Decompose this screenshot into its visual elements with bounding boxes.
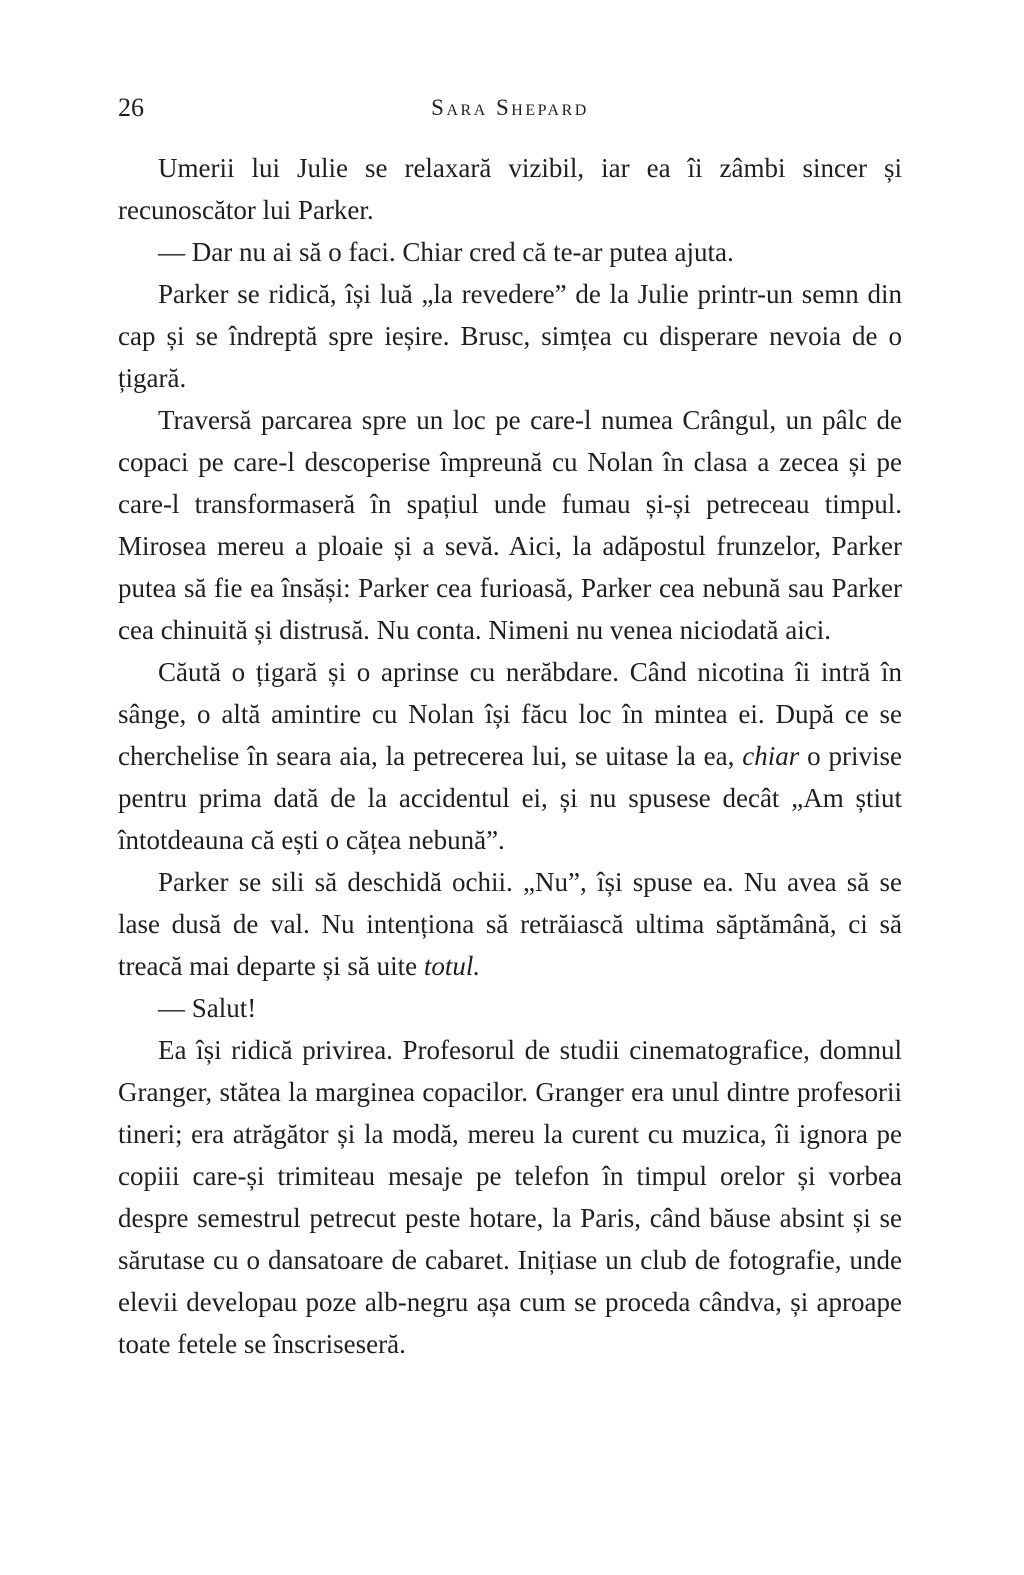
text-run: — Salut! bbox=[158, 993, 257, 1023]
text-run: Umerii lui Julie se relaxară vizibil, iar ea îi zâmbi sincer și recunoscător lui Parker. bbox=[118, 153, 902, 225]
text-run: Traversă parcarea spre un loc pe care-l numea Crângul, un pâlc de copaci pe care-l descoperise împreună cu Nolan în clasa a zecea și pe care-l transformaseră în spațiul unde fumau și-și petreceau timpul. Mirosea mereu a ploaie și a sevă. Aici, la adăpostul frunzelor, Parker putea să fie ea însăși: Parker cea furioasă, Parker cea nebună sau Parker cea chinuită și distrusă. Nu conta. Nimeni nu venea niciodată aici. bbox=[118, 405, 902, 645]
text-run: Căută o țigară și o aprinse cu nerăbdare. Când nicotina îi intră în sânge, o altă amintire cu Nolan își făcu loc în mintea ei. După ce se cherchelise în seara aia, la petrecerea lui, se uitase la ea, bbox=[118, 657, 902, 771]
body-text bbox=[118, 147, 902, 1365]
paragraph bbox=[118, 147, 902, 231]
text-run: Ea își ridică privirea. Profesorul de studii cinematografice, domnul Granger, stătea la marginea copacilor. Granger era unul dintre profesorii tineri; era atrăgător și la modă, mereu la curent cu muzica, îi ignora pe copiii care-și trimiteau mesaje pe telefon în timpul orelor și vorbea despre semestrul petrecut peste hotare, la Paris, când băuse absint și se sărutase cu o dansatoare de cabaret. Inițiase un club de fotografie, unde elevii developau poze alb-negru așa cum se proceda cândva, și aproape toate fetele se înscriseseră. bbox=[118, 1035, 902, 1359]
text-run: — Dar nu ai să o faci. Chiar cred că te-ar putea ajuta. bbox=[158, 237, 734, 267]
text-run: Parker se sili să deschidă ochii. „Nu”, își spuse ea. Nu avea să se lase dusă de val. Nu intenționa să retrăiască ultima săptămână, ci să treacă mai departe și să uite bbox=[118, 867, 902, 981]
paragraph bbox=[118, 273, 902, 399]
paragraph bbox=[118, 231, 902, 273]
paragraph bbox=[118, 987, 902, 1029]
running-head bbox=[118, 88, 902, 128]
italic-emphasis: chiar bbox=[742, 741, 800, 771]
paragraph bbox=[118, 399, 902, 651]
text-run: o privise pentru prima dată de la accidentul ei, și nu spusese decât „Am știut întotdeauna că ești o cățea nebună”. bbox=[118, 741, 902, 855]
page-number: 26 bbox=[118, 93, 144, 122]
paragraph bbox=[118, 1029, 902, 1365]
paragraph bbox=[118, 651, 902, 861]
text-run: Parker se ridică, își luă „la revedere” de la Julie printr-un semn din cap și se îndreptă spre ieșire. Brusc, simțea cu disperare nevoia de o țigară. bbox=[118, 279, 902, 393]
paragraph bbox=[118, 861, 902, 987]
running-title: Sara Shepard bbox=[431, 95, 589, 120]
italic-emphasis: totul. bbox=[423, 951, 481, 981]
